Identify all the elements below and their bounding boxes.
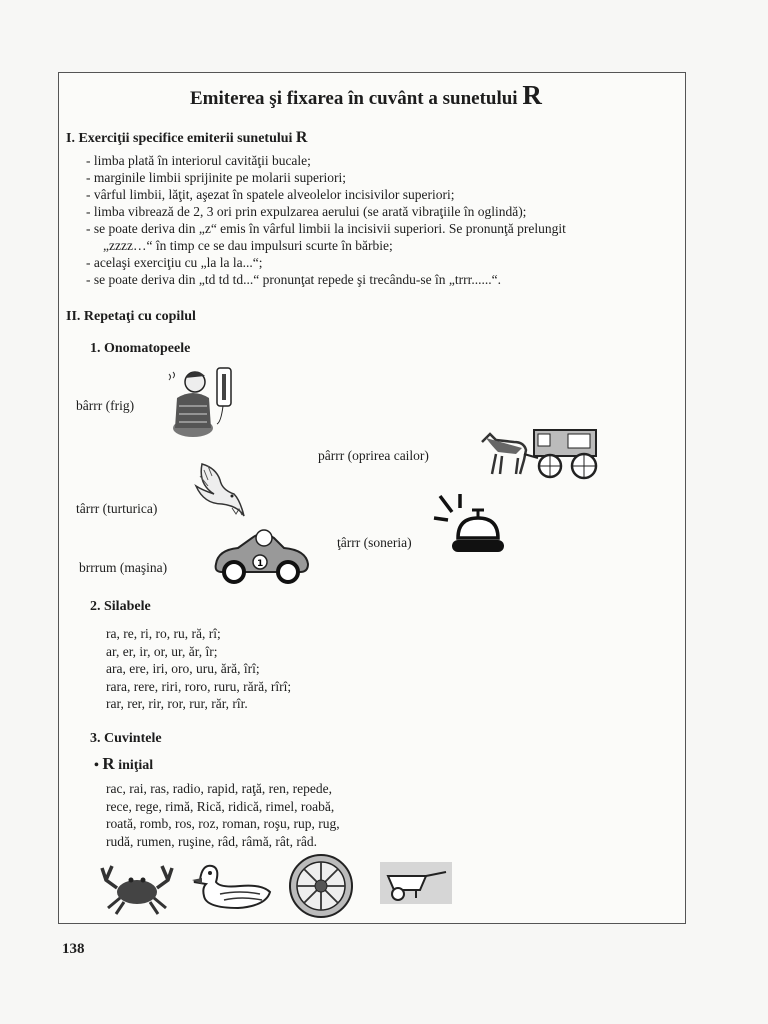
section1-heading: I. Exerciţii specifice emiterii sunetului R bbox=[66, 129, 308, 146]
words-list bbox=[106, 780, 340, 850]
words-heading: 3. Cuvintele bbox=[90, 731, 162, 746]
syllables-list bbox=[106, 625, 291, 713]
duck-icon bbox=[190, 860, 274, 912]
initial-r-heading: • R iniţial bbox=[94, 754, 154, 773]
dove-icon bbox=[192, 460, 250, 522]
label-tarrr: târrr (turturica) bbox=[76, 501, 158, 516]
label-tzarrr: ţârrr (soneria) bbox=[337, 535, 412, 550]
race-car-icon bbox=[212, 524, 312, 584]
cold-person-icon bbox=[165, 362, 245, 440]
onomatopee-heading: 1. Onomatopeele bbox=[90, 341, 191, 356]
wheel-icon bbox=[288, 853, 354, 919]
list-item: - limba vibrează de 2, 3 ori prin expulzarea aerului (se arată vibraţiile în oglindă); bbox=[86, 204, 527, 219]
list-item: - limba plată în interiorul cavităţii bucale; bbox=[86, 153, 311, 168]
page-title: Emiterea şi fixarea în cuvânt a sunetului R bbox=[190, 80, 542, 110]
wheelbarrow-icon bbox=[380, 862, 452, 904]
crab-icon bbox=[100, 860, 174, 916]
label-brrrum: brrrum (maşina) bbox=[79, 560, 168, 575]
list-item: roată, romb, ros, roz, roman, roşu, rup, rug, bbox=[106, 816, 340, 831]
list-item: - marginile limbii sprijinite pe molarii superiori; bbox=[86, 170, 346, 185]
list-item: ar, er, ir, or, ur, ăr, îr; bbox=[106, 643, 218, 659]
list-item: ara, ere, iri, oro, uru, ără, îrî; bbox=[106, 661, 260, 676]
list-item: - acelaşi exerciţiu cu „la la la...“; bbox=[86, 255, 263, 270]
page-number: 138 bbox=[62, 941, 85, 957]
list-item: „zzzz…“ în timp ce se dau impulsuri scurte în bărbie; bbox=[103, 238, 393, 253]
list-item: - se poate deriva din „td td td...“ pronunţat repede şi trecându-se în „trrr......“. bbox=[86, 272, 501, 287]
list-item: rara, rere, riri, roro, ruru, rără, rîrî; bbox=[106, 678, 292, 694]
list-item: - vârful limbii, lăţit, aşezat în spatele alveolelor incisivilor superiori; bbox=[86, 187, 455, 202]
label-parrr: pârrr (oprirea cailor) bbox=[318, 448, 429, 463]
list-item: rudă, rumen, ruşine, râd, râmă, rât, râd. bbox=[106, 833, 318, 849]
list-item: rac, rai, ras, radio, rapid, raţă, ren, repede, bbox=[106, 781, 332, 796]
list-item: rar, rer, rir, ror, rur, răr, rîr. bbox=[106, 696, 248, 711]
list-item: rece, rege, rimă, Rică, ridică, rimel, roabă, bbox=[106, 798, 335, 814]
syllables-heading: 2. Silabele bbox=[90, 599, 151, 614]
section1-bullets bbox=[86, 152, 566, 288]
list-item: - se poate deriva din „z“ emis în vârful limbii la incisivii superiori. Se pronunţă prelungit bbox=[86, 221, 566, 236]
section2-heading: II. Repetaţi cu copilul bbox=[66, 309, 196, 324]
bell-icon bbox=[430, 490, 512, 560]
horse-carriage-icon bbox=[478, 426, 602, 482]
svg-text:1: 1 bbox=[257, 559, 264, 569]
list-item: ra, re, ri, ro, ru, ră, rî; bbox=[106, 626, 221, 641]
label-barrr: bârrr (frig) bbox=[76, 398, 135, 413]
